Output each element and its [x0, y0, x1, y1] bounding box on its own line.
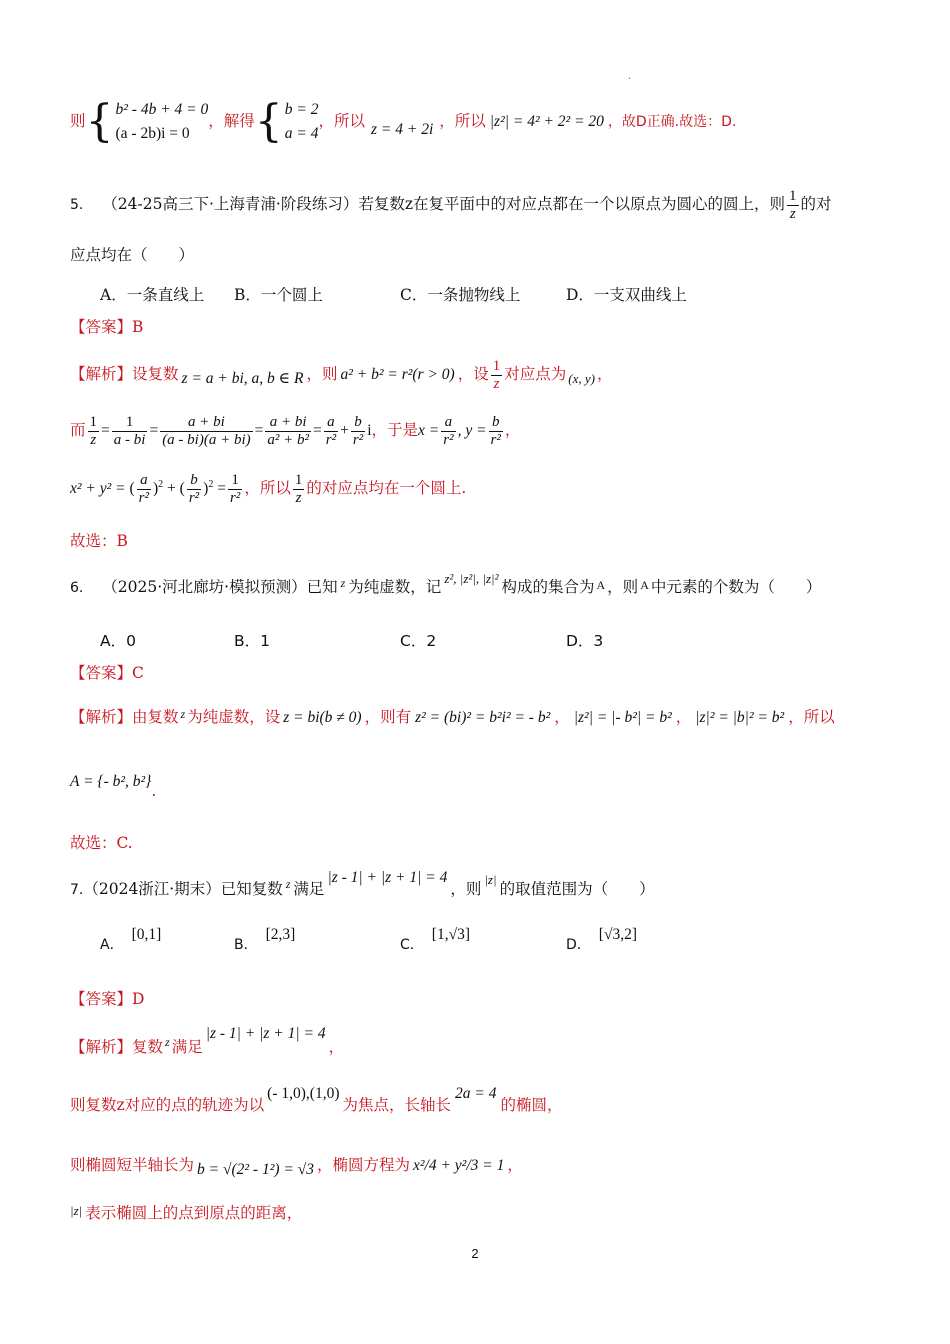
q6-stem5: 中元素的个数为（ ） [650, 578, 822, 596]
q7-a4-text: 表示椭圆上的点到原点的距离， [85, 1204, 303, 1222]
q7-option-c[interactable] [400, 926, 470, 954]
q6-option-b[interactable]: B．1 [234, 632, 270, 650]
q5-analysis-1 [70, 358, 612, 392]
frac-num: b [351, 414, 365, 432]
q5-a1-fraction [491, 358, 503, 392]
system-1-line-1: b² - 4b + 4 = 0 [115, 101, 209, 118]
q7-condition: |z - 1| + |z + 1| = 4 [327, 869, 448, 886]
q6-stem [70, 571, 822, 597]
q6-stem2: 为纯虚数，记 [348, 578, 442, 596]
system-2-line-2: a = 4 [284, 125, 319, 143]
system-2 [285, 98, 319, 146]
top-ze: 则 [70, 112, 86, 131]
q5-a1-math: z = a + bi, a, b ∈ R [181, 370, 304, 387]
q6-a1-math2: z² = (bi)² = b²i² = - b² [415, 709, 551, 726]
frac-den: r² [229, 489, 241, 506]
q5-a3-text2: 的对应点均在一个圆上. [306, 479, 467, 497]
q7-analysis-tag: 【解析】 [70, 1038, 133, 1056]
q6-stem1: 已知 [306, 578, 338, 596]
q7-a3-math: b = √(2² - 1²) = √3 [197, 1161, 314, 1178]
q6-analysis-2: A = {- b², b²}. [70, 773, 157, 800]
q6-option-c[interactable]: C．2 [400, 632, 437, 650]
system-brace: { [85, 96, 114, 148]
frac-num: a + bi [265, 414, 311, 432]
q5-a2-y [489, 414, 503, 448]
top-suoyi-2: ，所以 [439, 112, 486, 131]
frac-num: 1 [492, 358, 501, 374]
q5-option-d[interactable]: D．一支双曲线上 [566, 286, 687, 304]
q5-choice: 故选：B [70, 532, 128, 550]
q5-a1-text2: ，则 [306, 365, 338, 383]
q7-a2-foci: (- 1,0),(1,0) [267, 1085, 340, 1102]
q5-analysis-tag: 【解析】 [70, 365, 133, 383]
frac-den: (a - bi)(a + bi) [162, 431, 251, 448]
q5-a2-f5 [324, 414, 338, 448]
q7-source: （2024浙江·期末） [83, 880, 221, 898]
frac-num: a [324, 414, 338, 432]
q5-a2-text: ，于是 [371, 421, 419, 439]
frac-num: 1 [789, 188, 797, 204]
q7-stem2: 满足 [293, 880, 325, 898]
q5-a3-f3 [228, 472, 242, 506]
q5-a1-text: 设复数 [132, 365, 179, 383]
top-modulus-eq: |z²| = 4² + 2² = 20 [489, 113, 604, 131]
q5-stem [70, 188, 832, 222]
top-solution-line [70, 98, 736, 146]
frac-den: r² [138, 489, 149, 506]
q6-source: （2025·河北廊坊·模拟预测） [102, 578, 307, 596]
q5-stem-end: 的对 [800, 195, 832, 213]
q7-a2-text: 则复数z对应的点的轨迹为以 [70, 1096, 265, 1114]
q7-option-b-label: B． [234, 937, 258, 953]
q5-a2-x [441, 414, 455, 448]
q7-a1-end: ， [328, 1038, 345, 1056]
q7-stem4: 的取值范围为（ ） [499, 880, 655, 898]
q7-a1-z: z [165, 1035, 170, 1049]
system-1 [116, 98, 209, 146]
q5-a2-er: 而 [70, 421, 86, 439]
q5-a2-f6 [351, 414, 365, 448]
top-conclusion: ，故D正确.故选：D. [607, 114, 737, 131]
q5-a1-math2: a² + b² = r²(r > 0) [340, 366, 455, 383]
q7-a1-cond: |z - 1| + |z + 1| = 4 [205, 1025, 326, 1042]
q5-option-a[interactable]: A．一条直线上 [100, 286, 205, 304]
q7-a3-text: 则椭圆短半轴长为 [70, 1156, 195, 1174]
q5-answer: 【答案】B [70, 318, 144, 336]
q7-stem3: ，则 [450, 880, 482, 898]
q7-a4-absz: |z| [70, 1203, 83, 1218]
q7-a1-text2: 满足 [171, 1038, 203, 1056]
q6-a1-math4: |z|² = |b|² = b² [695, 709, 785, 726]
q6-a1-text4: ，所以 [788, 708, 835, 726]
q5-a1-end: ， [596, 365, 613, 383]
q6-set-A: A = {- b², b²} [70, 773, 152, 790]
frac-num: 1 [112, 414, 148, 432]
q5-a1-text4: 对应点为 [504, 365, 567, 383]
q7-option-c-label: C． [400, 937, 424, 953]
q6-a1-math3: |z²| = |- b²| = b² [573, 709, 672, 726]
q7-a2-math: 2a = 4 [455, 1085, 497, 1102]
q6-a1-math: z = bi(b ≠ 0) [283, 709, 362, 726]
q7-analysis-3 [70, 1156, 523, 1176]
frac-den: r² [490, 431, 501, 448]
q5-a3-f4 [293, 472, 305, 506]
q7-analysis-4 [70, 1204, 302, 1223]
page-number: 2 [471, 1246, 479, 1261]
q5-a1-text3: ，设 [457, 365, 489, 383]
q5-a3-text: ，所以 [244, 479, 291, 497]
frac-num: a [441, 414, 455, 432]
frac-den: r² [443, 431, 454, 448]
q6-stem4: ，则 [607, 578, 639, 596]
q5-a2-f2 [112, 414, 148, 448]
top-z-value: z = 4 + 2i [371, 121, 434, 139]
q6-A: A [596, 578, 606, 592]
q6-choice: 故选：C. [70, 834, 133, 852]
frac-den: r² [352, 431, 364, 448]
q6-z: z [340, 576, 346, 590]
q6-answer: 【答案】C [70, 664, 144, 682]
top-jiede: ，解得 [208, 112, 255, 131]
q5-stem-text: 若复数z在复平面中的对应点都在一个以原点为圆心的圆上，则 [358, 195, 786, 213]
page-speck: · [628, 74, 632, 85]
q5-fraction [787, 188, 799, 222]
frac-den: a² + b² [267, 431, 309, 448]
q7-stem1: 已知复数 [220, 880, 283, 898]
q6-analysis-1: 【解析】由复数 $^z$ 为纯虚数，设 z = bi(b ≠ 0) ，则有 z² = (bi)² = b²i² = - b² ， |z²| = |- b²| = b² ， |z|² = |b|² = b² ，所以 [70, 707, 835, 726]
q7-stem [70, 869, 655, 900]
q7-option-d-label: D． [566, 937, 591, 953]
q7-a3-end: ， [507, 1156, 523, 1174]
q6-A-2: A [640, 578, 649, 592]
q5-a2-f3 [160, 414, 252, 448]
q7-z: z [285, 877, 291, 891]
q7-a1-text: 复数 [132, 1038, 164, 1056]
q6-a1-text3: ，则有 [364, 708, 412, 726]
q6-option-a[interactable]: A．0 [100, 632, 136, 650]
q6-a1-z: z [180, 707, 186, 721]
frac-den: a - bi [113, 431, 146, 448]
frac-den: z [789, 205, 796, 222]
frac-den: r² [188, 489, 200, 506]
q7-answer: 【答案】D [70, 990, 145, 1008]
q5-source: （24-25高三下·上海青浦·阶段练习） [102, 195, 359, 213]
q7-option-c-value: [1,√3] [431, 926, 470, 943]
q6-analysis-tag: 【解析】 [70, 708, 133, 726]
q7-option-a-value: [0,1] [131, 926, 162, 943]
q7-absz: |z| [484, 872, 497, 887]
q5-a2-end: ， [504, 421, 521, 439]
q7-analysis-1 [70, 1025, 345, 1058]
top-suoyi-1: ，所以 [318, 112, 365, 131]
frac-den: z [295, 489, 302, 506]
q7-option-a-label: A． [100, 937, 124, 953]
q5-option-b[interactable]: B．一个圆上 [234, 286, 323, 304]
q6-option-d[interactable]: D．3 [566, 632, 604, 650]
q7-a3-text2: ，椭圆方程为 [316, 1156, 410, 1174]
q5-stem-line2: 应点均在（ ） [70, 246, 195, 264]
q6-stem3: 构成的集合为 [501, 578, 595, 596]
q5-a3-lhs: x² + y² = [70, 480, 130, 497]
q7-option-d-value: [√3,2] [598, 926, 637, 943]
q6-a1-text: 由复数 [132, 708, 179, 726]
q6-number: 6. [70, 580, 84, 596]
q7-option-a[interactable] [100, 926, 162, 954]
q7-option-d[interactable] [566, 926, 637, 954]
system-1-line-2: (a - 2b)i = 0 [115, 125, 190, 143]
frac-num: 1 [294, 472, 303, 488]
q5-a2-f4 [265, 414, 311, 448]
q5-option-c[interactable]: C．一条抛物线上 [400, 286, 521, 304]
frac-den: z [493, 375, 500, 392]
q5-a3-f1 [137, 472, 151, 506]
frac-num: b [187, 472, 201, 490]
system-2-line-1: b = 2 [284, 101, 319, 118]
frac-num: b [489, 414, 503, 432]
q7-option-b-value: [2,3] [265, 926, 296, 943]
q7-a3-ellipse-eq: x²/4 + y²/3 = 1 [413, 1157, 505, 1174]
system-brace-2: { [254, 96, 283, 148]
q5-number: 5. [70, 197, 84, 213]
q6-set-elems: z², |z²|, |z|² [444, 571, 499, 586]
frac-den: r² [325, 431, 337, 448]
q7-number: 7. [70, 882, 84, 898]
q5-analysis-2: 而 $\frac{1}{z}$ = $\frac{1}{a - bi}$ = $\frac{a + bi}{(a - bi)(a + bi)}$ = $\frac{a + bi}{\text{a² + b²}}$ = $\frac{a}{\text{r²}}$ + $\frac{b}{\text{r²}}$ i，于是x = $\frac{a}{\text{r²}}$ , y = $\frac{b}{\text{r²}}$ ， [70, 414, 521, 448]
frac-num: 1 [228, 472, 242, 490]
q7-analysis-2 [70, 1085, 563, 1116]
q7-option-b[interactable] [234, 926, 296, 954]
frac-num: a [137, 472, 151, 490]
frac-den: z [90, 431, 97, 448]
q5-analysis-3: x² + y² = ( $\frac{a}{\text{r²}}$ )$^2$ + ( $\frac{b}{\text{r²}}$ )$^2$ = $\frac{1}{\text{r²}}$ ，所以 $\frac{1}{z}$ 的对应点均在一个圆上. [70, 472, 467, 506]
frac-num: a + bi [160, 414, 252, 432]
q6-a1-text2: 为纯虚数，设 [187, 708, 281, 726]
frac-num: 1 [89, 414, 98, 430]
q7-a2-text3: 的椭圆， [500, 1096, 563, 1114]
q5-a2-f1 [88, 414, 100, 448]
q5-a3-f2 [187, 472, 201, 506]
q7-a2-text2: 为焦点，长轴长 [342, 1096, 451, 1114]
q5-a1-point: (x, y) [568, 371, 595, 386]
